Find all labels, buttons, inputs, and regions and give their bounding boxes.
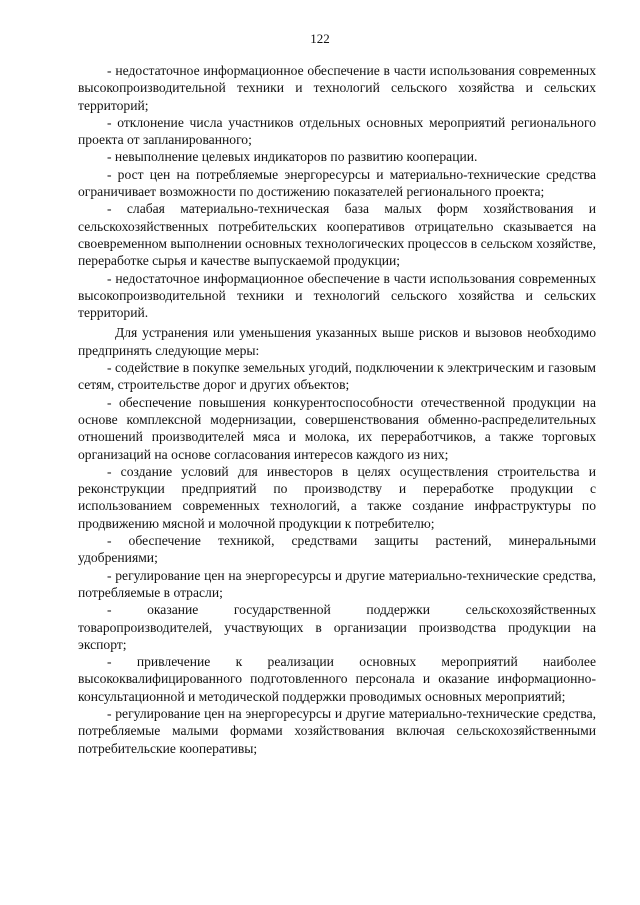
document-body	[78, 62, 596, 757]
paragraph-measure-state-support-export: - оказание государственной поддержки сельскохозяйственных товаропроизводителей, участвующих в организации производства продукции на экспорт;	[78, 602, 596, 652]
paragraph-measure-price-regulation-small-forms: - регулирование цен на энергоресурсы и другие материально-технические средства, потребляемые малыми формами хозяйствования включая сельскохозяйственными потребительские кооперативы;	[78, 705, 596, 756]
paragraph-risk-energy-prices: - рост цен на потребляемые энергоресурсы и материально-технические средства ограничивает возможности по достижению показателей регионального проекта;	[78, 166, 596, 200]
paragraph-measure-investor-conditions: - создание условий для инвесторов в целях осуществления строительства и реконструкции предприятий по производству и переработке продукции с использованием современных технологий, а также создание инфраструктуры по продвижению мясной и молочной продукции к потребителю;	[78, 463, 596, 531]
paragraph-measure-land-purchase: - содействие в покупке земельных угодий, подключении к электрическим и газовым сетям, строительстве дорог и других объектов;	[78, 360, 596, 393]
paragraph-risk-information-support-1: - недостаточное информационное обеспечение в части использования современных высокопроизводительной техники и технологий сельского хозяйства и сельских территорий;	[78, 63, 596, 113]
paragraph-measure-price-regulation-industry: - регулирование цен на энергоресурсы и другие материально-технические средства, потребляемые в отрасли;	[78, 567, 596, 600]
paragraph-measure-competitiveness: - обеспечение повышения конкурентоспособности отечественной продукции на основе комплексной модернизации, совершенствования обменно-распределительных отношений производителей мяса и молока, их переработчиков, а также торговых организаций на основе согласования интересов каждого из них;	[78, 394, 596, 462]
page-number: 122	[310, 31, 330, 46]
paragraph-measure-equipment-fertilizers: - обеспечение техникой, средствами защиты растений, минеральными удобрениями;	[78, 533, 596, 566]
paragraph-risk-weak-material-base: - слабая материально-техническая база малых форм хозяйствования и сельскохозяйственных потребительских кооперативов отрицательно сказывается на своевременном выполнении основных технологических процессов в сельском хозяйстве, переработке сырья и качестве выпускаемой продукции;	[78, 201, 597, 269]
paragraph-risk-cooperation-indicators: - невыполнение целевых индикаторов по развитию кооперации.	[107, 149, 478, 165]
paragraph-measures-intro: Для устранения или уменьшения указанных выше рисков и вызовов необходимо предпринять следующие меры:	[78, 325, 596, 358]
paragraph-risk-participants-deviation: - отклонение числа участников отдельных основных мероприятий регионального проекта от запланированного;	[78, 114, 596, 148]
paragraph-risk-information-support-2: - недостаточное информационное обеспечение в части использования современных высокопроизводительной техники и технологий сельского хозяйства и сельских территорий.	[78, 270, 596, 321]
paragraph-measure-qualified-personnel: - привлечение к реализации основных мероприятий наиболее высококвалифицированного подготовленного персонала и оказание информационно-консультационной и методической поддержки проводимых основных мероприятий;	[78, 654, 596, 704]
